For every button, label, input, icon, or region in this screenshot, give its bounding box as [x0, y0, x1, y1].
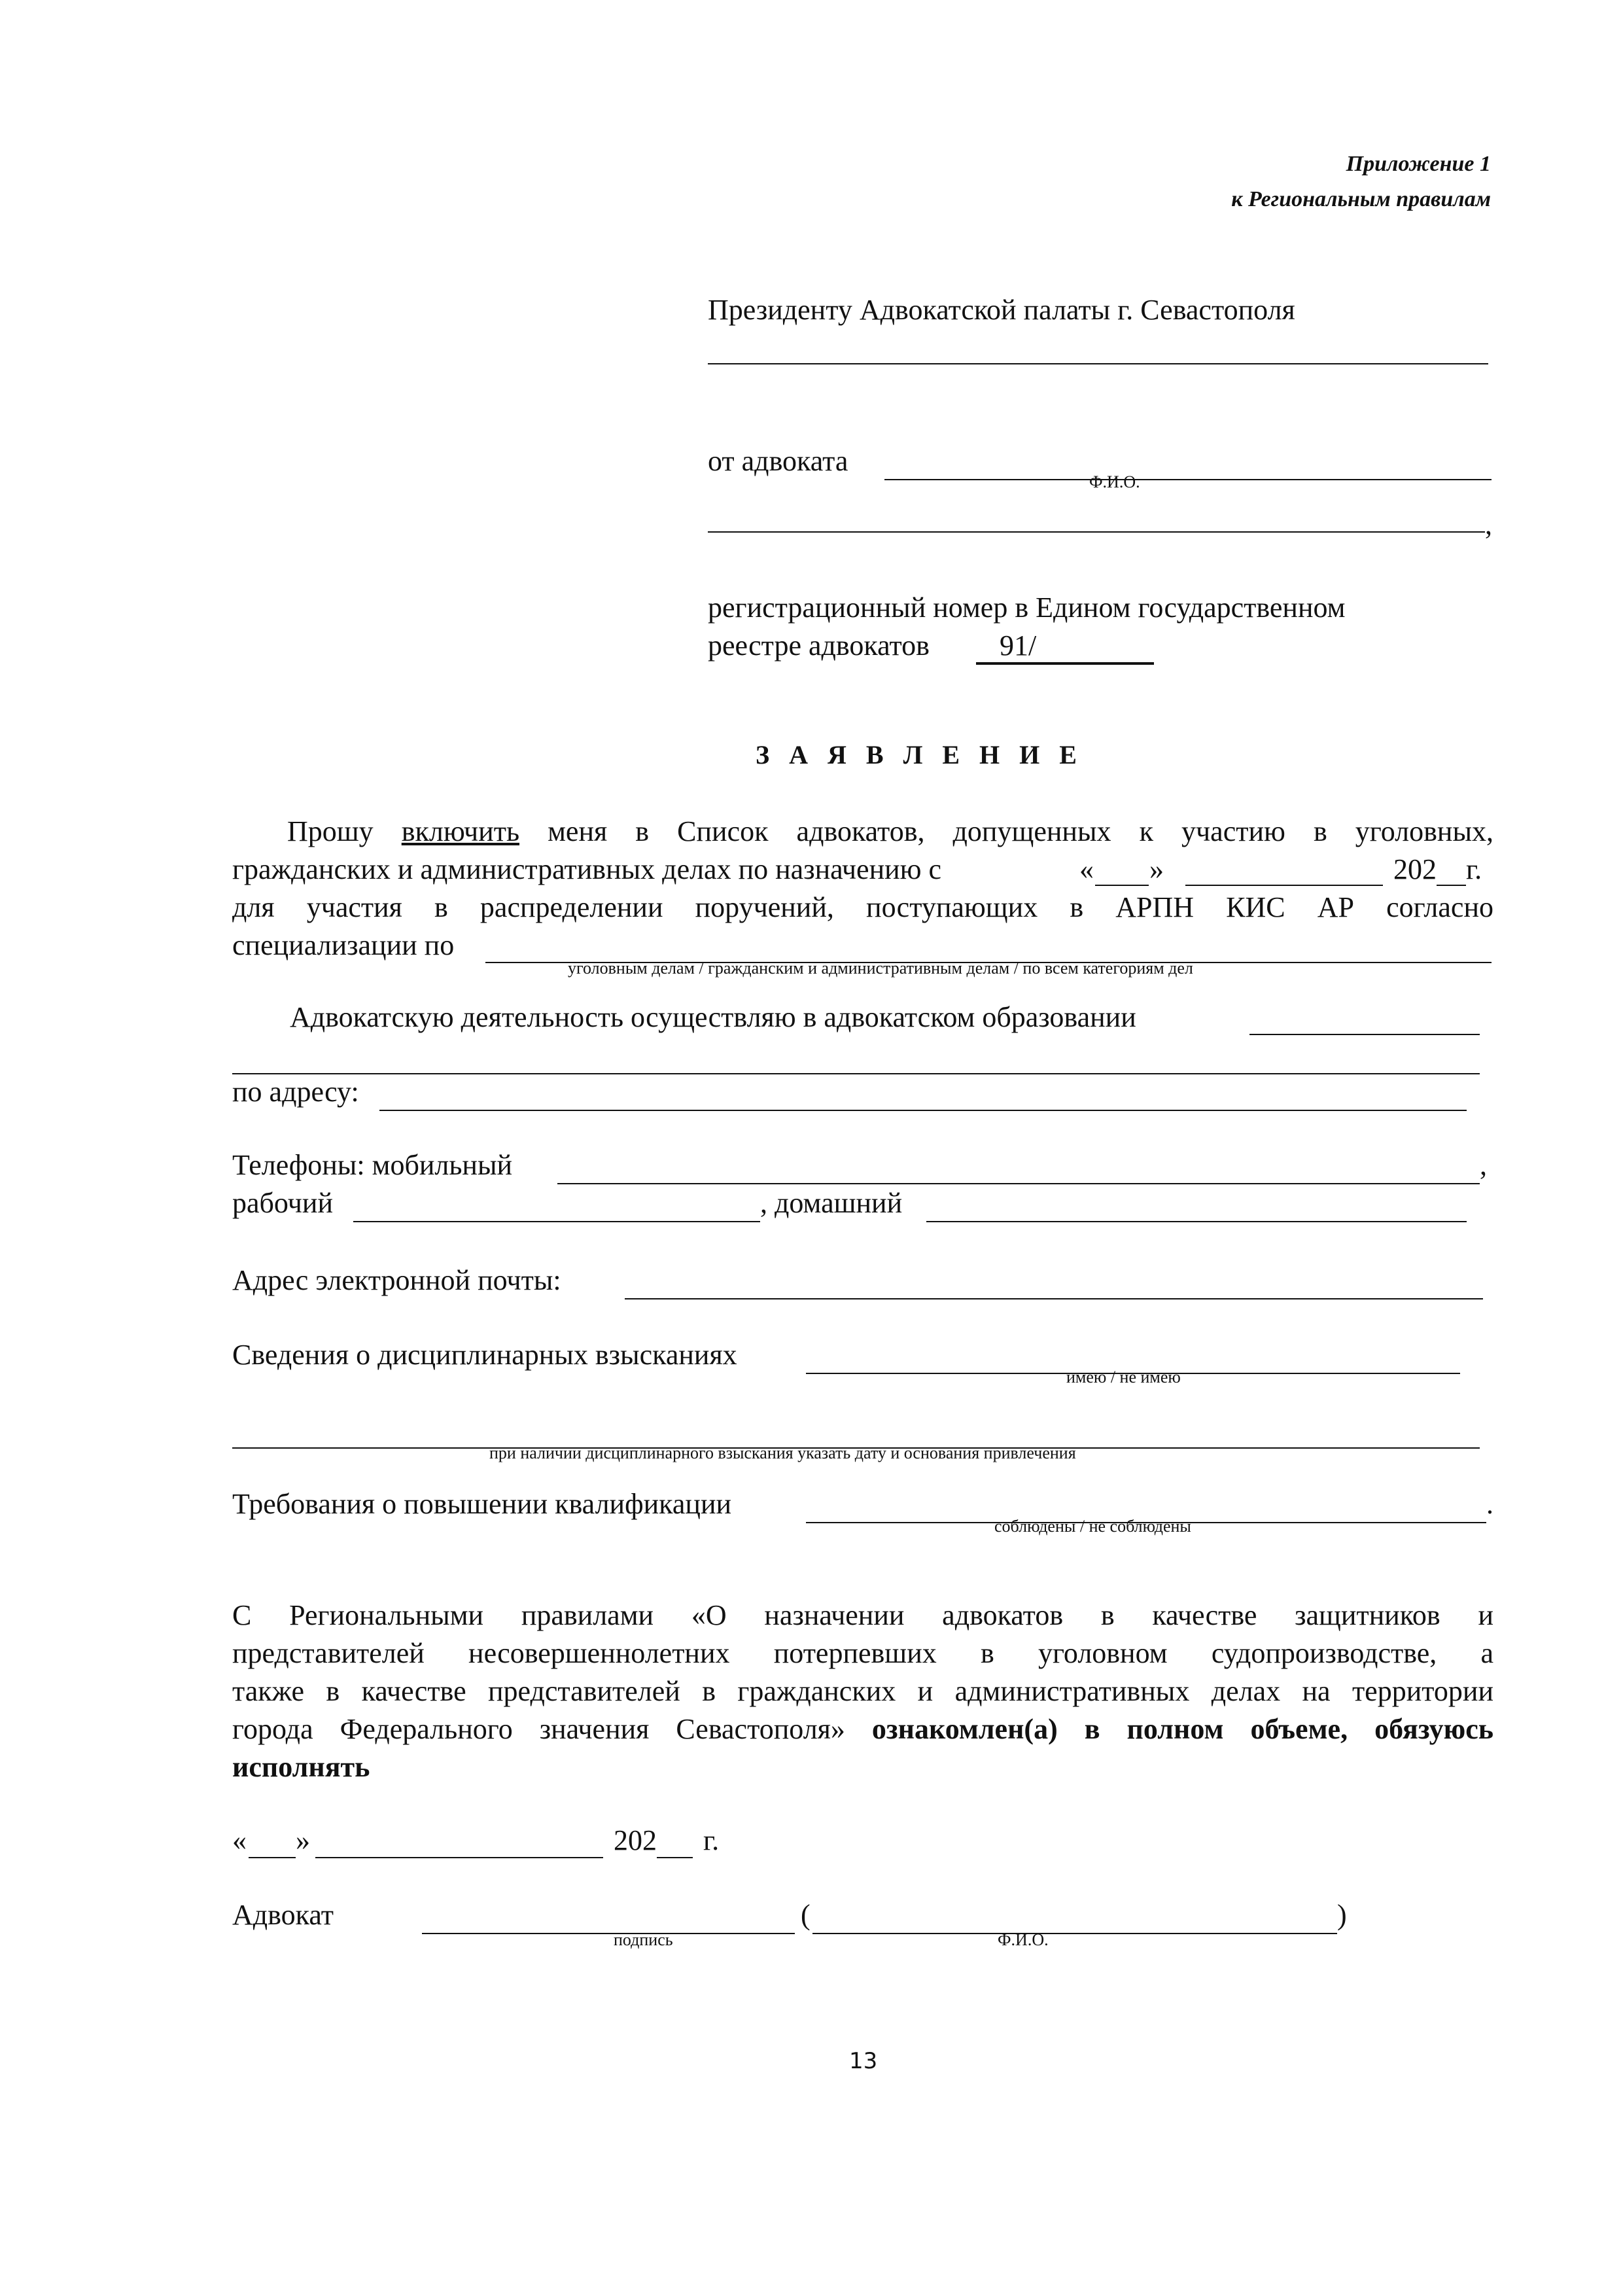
start-year-prefix: 202 — [1393, 853, 1437, 885]
rules-line-2: представителей несовершеннолетних потерпевших в уголовном судопроизводстве, а — [232, 1637, 1493, 1669]
start-day-field[interactable] — [1095, 885, 1149, 886]
addressee-president: Президенту Адвокатской палаты г. Севастополя — [708, 294, 1295, 326]
rules-line-1: С Региональными правилами «О назначении адвокатов в качестве защитников и — [232, 1599, 1493, 1631]
signoff-year-field[interactable] — [657, 1857, 693, 1858]
addressee-blank-line[interactable] — [708, 363, 1488, 364]
start-year-field[interactable] — [1437, 885, 1466, 886]
discipline-caption: имею / не имею — [1066, 1368, 1181, 1386]
discipline-label: Сведения о дисциплинарных взысканиях — [232, 1339, 737, 1371]
advocate-name-field-continued[interactable] — [708, 531, 1485, 533]
request-line2-text: гражданских и административных делах по назначению с — [232, 853, 942, 885]
signoff-date-close: » — [296, 1824, 310, 1856]
request-line-3: для участия в распределении поручений, поступающих в АРПН КИС АР согласно — [232, 891, 1493, 923]
rules-line4-bold: ознакомлен(а) в полном объеме, обязуюсь — [871, 1713, 1493, 1745]
qualification-caption: соблюдены / не соблюдены — [994, 1517, 1191, 1536]
rules-line-3: также в качестве представителей в гражданских и административных делах на территории — [232, 1675, 1493, 1707]
bar-formation-field[interactable] — [1249, 1034, 1480, 1035]
email-label: Адрес электронной почты: — [232, 1264, 561, 1296]
request-prefix: Прошу — [287, 815, 402, 847]
signoff-day-field[interactable] — [249, 1857, 296, 1858]
email-field[interactable] — [625, 1298, 1483, 1299]
advocate-label: Адвокат — [232, 1899, 334, 1931]
appendix-reference: к Региональным правилам — [1231, 187, 1491, 211]
signature-field[interactable] — [422, 1933, 795, 1934]
date-close-quote: » — [1149, 853, 1164, 885]
registration-number: 91/ — [1000, 629, 1037, 662]
signoff-year-prefix: 202 — [614, 1824, 657, 1856]
address-label: по адресу: — [232, 1076, 359, 1108]
trailing-comma: , — [1485, 508, 1492, 540]
signoff-date-open: « — [232, 1824, 247, 1856]
advocate-name-field[interactable] — [884, 479, 1492, 480]
phones-label: Телефоны: мобильный — [232, 1149, 513, 1181]
specialization-caption: уголовным делам / гражданским и административным делам / по всем категориям дел — [568, 959, 1193, 978]
request-line-1 — [232, 813, 1493, 851]
date-open-quote: « — [1079, 853, 1094, 885]
signature-caption: подпись — [614, 1930, 673, 1949]
work-phone-field[interactable] — [353, 1221, 760, 1222]
fio-caption: Ф.И.О. — [1089, 472, 1140, 491]
request-action-underlined: включить — [401, 815, 520, 847]
mobile-phone-field[interactable] — [557, 1183, 1480, 1184]
bar-formation-field-continued[interactable] — [232, 1073, 1480, 1074]
signature-fio-field[interactable] — [812, 1933, 1337, 1934]
home-phone-field[interactable] — [926, 1221, 1467, 1222]
home-phone-label: , домашний — [760, 1187, 903, 1219]
fio-paren-close: ) — [1337, 1899, 1347, 1931]
qualification-label: Требования о повышении квалификации — [232, 1488, 732, 1520]
appendix-number: Приложение 1 — [1346, 152, 1491, 176]
signoff-year-suffix: г. — [703, 1824, 720, 1856]
registration-text-line2: реестре адвокатов — [708, 629, 930, 662]
specialization-label: специализации по — [232, 929, 455, 961]
address-field[interactable] — [379, 1110, 1467, 1111]
rules-line-4 — [232, 1710, 1493, 1748]
start-month-field[interactable] — [1185, 885, 1383, 886]
signature-fio-caption: Ф.И.О. — [998, 1930, 1049, 1949]
request-line1-rest: меня в Список адвокатов, допущенных к участию в уголовных, — [519, 815, 1494, 847]
document-title: З А Я В Л Е Н И Е — [756, 740, 1083, 769]
from-advocate-label: от адвоката — [708, 445, 848, 477]
qualification-period: . — [1486, 1488, 1493, 1520]
work-phone-label: рабочий — [232, 1187, 333, 1219]
signoff-month-field[interactable] — [315, 1857, 603, 1858]
registration-text-line1: регистрационный номер в Едином государственном — [708, 592, 1346, 624]
phones-comma: , — [1480, 1149, 1487, 1181]
fio-paren-open: ( — [801, 1899, 811, 1931]
page-number: 13 — [849, 2048, 878, 2074]
rules-line-5: исполнять — [232, 1751, 370, 1783]
year-suffix: г. — [1466, 853, 1482, 885]
activity-label: Адвокатскую деятельность осуществляю в адвокатском образовании — [290, 1001, 1136, 1033]
discipline-details-caption: при наличии дисциплинарного взыскания указать дату и основания привлечения — [489, 1443, 1076, 1462]
rules-line4-plain: города Федерального значения Севастополя» — [232, 1713, 872, 1745]
